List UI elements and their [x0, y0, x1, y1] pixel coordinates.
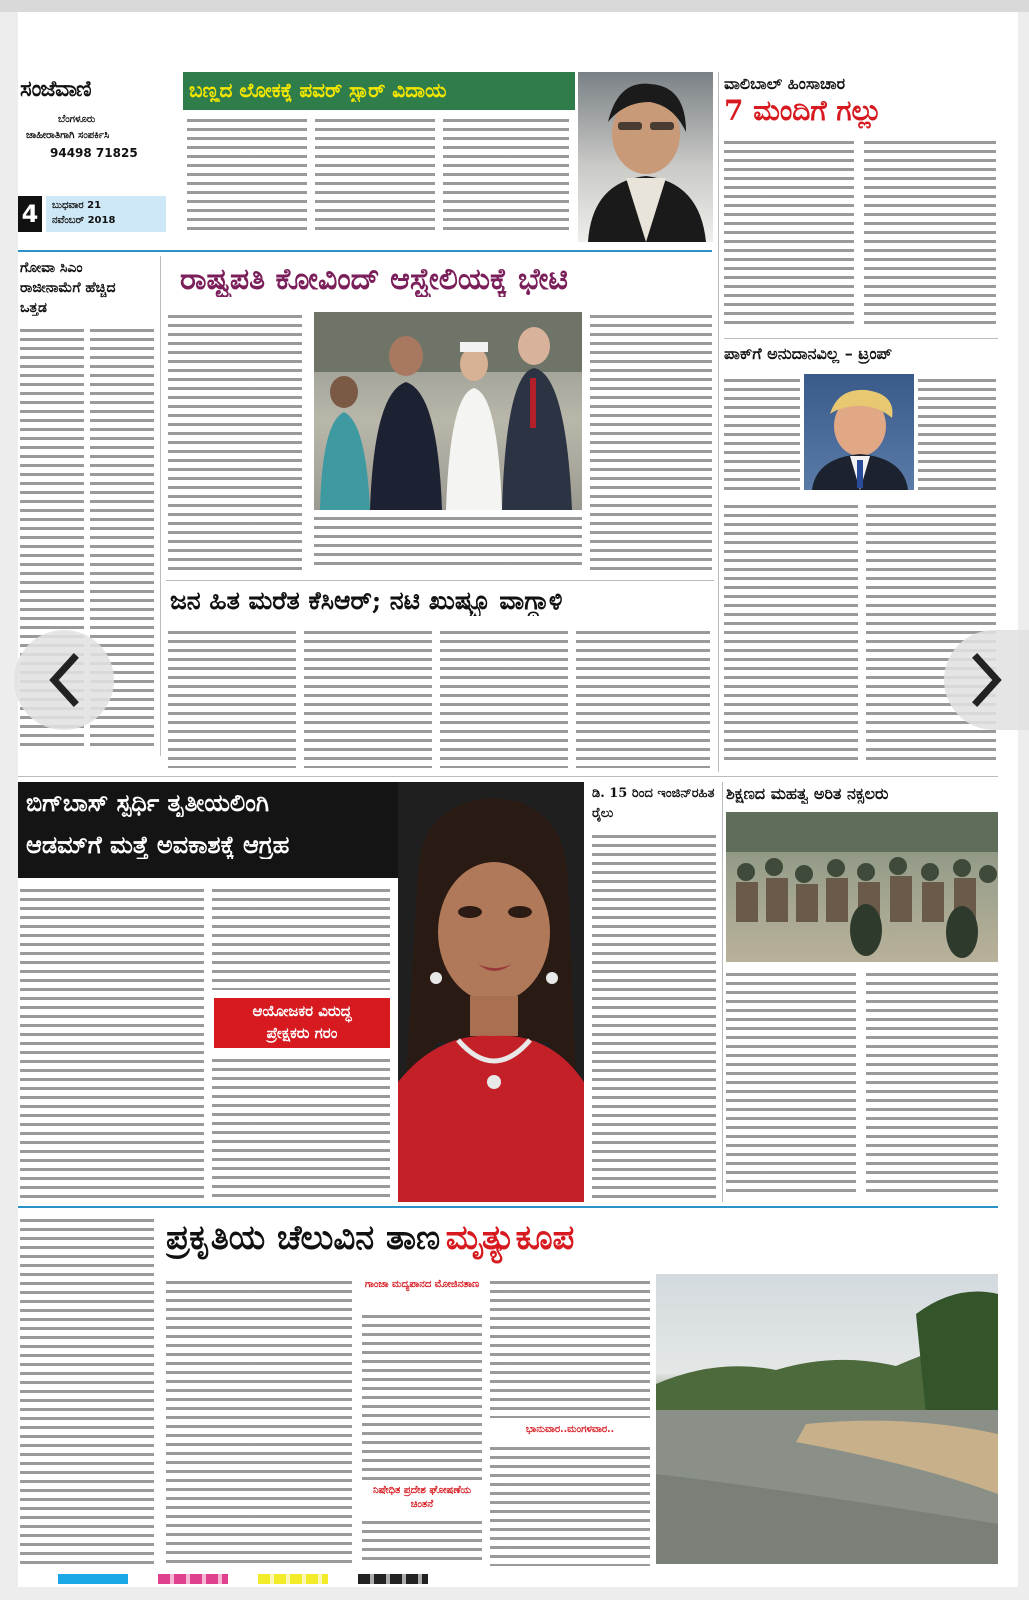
kcr-story: [166, 584, 714, 770]
education-photo: [726, 812, 998, 962]
nature-photo: [656, 1274, 998, 1564]
swatch-yellow: [258, 1574, 328, 1584]
trump-photo: [804, 374, 914, 490]
rule-above-nature: [18, 1206, 998, 1208]
swatch-magenta: [158, 1574, 228, 1584]
chevron-left-icon: [44, 652, 84, 708]
pawan-body-col2: [315, 116, 435, 236]
pak-body-col2: [918, 376, 996, 496]
nature-col3: [362, 1278, 482, 1566]
volleyball-kicker: ವಾಲಿಬಾಲ್ ಹಿಂಸಾಚಾರ: [724, 74, 846, 93]
rule-middle: [18, 776, 998, 777]
masthead-logo: ಸಂಜೆವಾಣಿ: [20, 76, 91, 102]
president-caption: [314, 514, 582, 570]
date-box: [46, 196, 166, 232]
president-body-col3: [590, 312, 712, 570]
president-story: [166, 256, 714, 576]
kcr-body-col1: [168, 628, 296, 768]
nature-subhead-3: ನಿಷೇಧಿತ ಪ್ರದೇಶ ಘೋಷಣೆಯ ಚಿಂತನೆ: [372, 1485, 472, 1510]
pawan-photo: [578, 72, 713, 242]
masthead-ad-line: ಜಾಹೀರಾತಿಗಾಗಿ ಸಂಪರ್ಕಿಸಿ: [26, 130, 110, 141]
bigboss-photo-figure: [398, 782, 584, 1202]
kcr-body-col3: [440, 628, 568, 768]
trump-photo-figure: [804, 374, 914, 490]
bigboss-body-col3: [212, 1056, 390, 1198]
nature-body-col4b: [490, 1444, 650, 1566]
kcr-body-col4: [576, 628, 710, 768]
nature-photo-river: [656, 1274, 998, 1564]
volleyball-headline: 7 ಮಂದಿಗೆ ಗಲ್ಲು: [724, 94, 882, 127]
volleyball-body-col2: [864, 138, 996, 328]
nature-subhead-2: ಭಾನುವಾರ..ಮಂಗಳವಾರ..: [525, 1424, 615, 1435]
president-photo-figures: [314, 312, 582, 510]
nature-story: [18, 1212, 998, 1572]
education-body-col2: [866, 970, 998, 1198]
pak-headline: ಪಾಕ್‌ಗೆ ಅನುದಾನವಿಲ್ಲ – ಟ್ರಂಪ್: [724, 344, 892, 363]
bigboss-red-box: [214, 998, 390, 1048]
nature-body-col1: [20, 1216, 154, 1566]
bigboss-body-col2: [212, 886, 390, 990]
education-story: [726, 782, 998, 1202]
rule-under-top-row: [18, 250, 712, 252]
pak-body-col1: [724, 376, 800, 496]
goa-headline: ಗೋವಾ ಸಿಎಂ ರಾಜೀನಾಮೆಗೆ ಹೆಚ್ಚಿದ ಒತ್ತಡ: [20, 260, 116, 316]
pawan-body-col3: [443, 116, 569, 236]
volleyball-story: [724, 72, 998, 332]
viewer-top-bar: [0, 0, 1029, 12]
education-photo-crowd: [726, 812, 998, 962]
divider-top-right: [718, 72, 719, 772]
pawan-photo-figure: [578, 72, 713, 242]
education-headline: ಶಿಕ್ಷಣದ ಮಹತ್ವ ಅರಿತ ನಕ್ಸಲರು: [726, 784, 889, 803]
pak-body-col3: [724, 502, 858, 764]
masthead-phone: 94498 71825: [50, 146, 138, 160]
rule-above-kcr: [166, 580, 714, 581]
nature-headline-black: ಪ್ರಕೃತಿಯ ಚೆಲುವಿನ ತಾಣ: [166, 1218, 441, 1258]
kcr-body-col2: [304, 628, 432, 768]
president-photo: [314, 312, 582, 510]
bigboss-body-col1: [20, 886, 204, 1198]
bigboss-box-line1: ಆಯೋಜಕರ ವಿರುದ್ಧ: [252, 1002, 352, 1020]
divider-goa: [160, 256, 161, 756]
pawan-story: [183, 72, 713, 247]
nature-body-col3a: [362, 1312, 482, 1480]
kcr-headline: ಜನ ಹಿತ ಮರೆತ ಕೆಸಿಆರ್; ನಟಿ ಖುಷ್ಬೂ ವಾಗ್ದಾಳಿ: [170, 586, 563, 615]
education-body-col1: [726, 970, 856, 1198]
bigboss-headline-line1: ಬಿಗ್‌ಬಾಸ್ ಸ್ಪರ್ಧಿ ತೃತೀಯಲಿಂಗಿ: [26, 788, 269, 817]
chevron-right-icon: [967, 652, 1007, 708]
president-body-col1: [168, 312, 302, 570]
swatch-cyan: [58, 1574, 128, 1584]
bigboss-headline-line2: ಆಡಮ್‌ಗೆ ಮತ್ತೆ ಅವಕಾಶಕ್ಕೆ ಆಗ್ರಹ: [26, 830, 290, 859]
rule-above-pak: [724, 338, 998, 339]
divider-train: [722, 782, 723, 1202]
page-number-box: 4: [18, 196, 42, 232]
date-month-year: ನವೆಂಬರ್ 2018: [52, 215, 116, 226]
pawan-headline: ಬಣ್ಣದ ಲೋಕಕ್ಕೆ ಪವರ್ ಸ್ಟಾರ್ ವಿದಾಯ: [189, 78, 447, 102]
masthead: [18, 72, 178, 242]
volleyball-body-col1: [724, 138, 854, 328]
nature-col4: [490, 1278, 650, 1566]
bigboss-photo: [398, 782, 584, 1202]
nature-headline-red: ಮೃತ್ಯುಕೂಪ: [445, 1218, 575, 1258]
president-headline: ರಾಷ್ಟ್ರಪತಿ ಕೋವಿಂದ್ ಆಸ್ಟ್ರೇಲಿಯಕ್ಕೆ ಭೇಟಿ: [180, 262, 568, 297]
nature-headline: [166, 1218, 996, 1266]
train-body: [592, 832, 716, 1198]
date-day: ಬುಧವಾರ 21: [52, 200, 102, 211]
masthead-city: ಬೆಂಗಳೂರು: [58, 114, 96, 125]
bigboss-story: [18, 782, 584, 1202]
newspaper-page: [18, 12, 1018, 1587]
train-headline: ಡಿ. 15 ರಿಂದ ಇಂಜಿನ್‌ರಹಿತ ರೈಲು: [592, 786, 715, 821]
train-story: [590, 782, 718, 1202]
nature-body-col2: [166, 1278, 352, 1566]
nature-subhead-1: ಗಾಂಜಾ ಮದ್ಯಪಾನದ ಮೋಜಿನತಾಣ: [364, 1279, 480, 1290]
pawan-body-col1: [187, 116, 307, 236]
color-registration-bar: [58, 1574, 498, 1586]
prev-page-button[interactable]: [14, 630, 114, 730]
bigboss-box-line2: ಪ್ರೇಕ್ಷಕರು ಗರಂ: [266, 1024, 338, 1042]
nature-body-col4a: [490, 1278, 650, 1418]
swatch-black: [358, 1574, 428, 1584]
nature-body-col3b: [362, 1518, 482, 1566]
